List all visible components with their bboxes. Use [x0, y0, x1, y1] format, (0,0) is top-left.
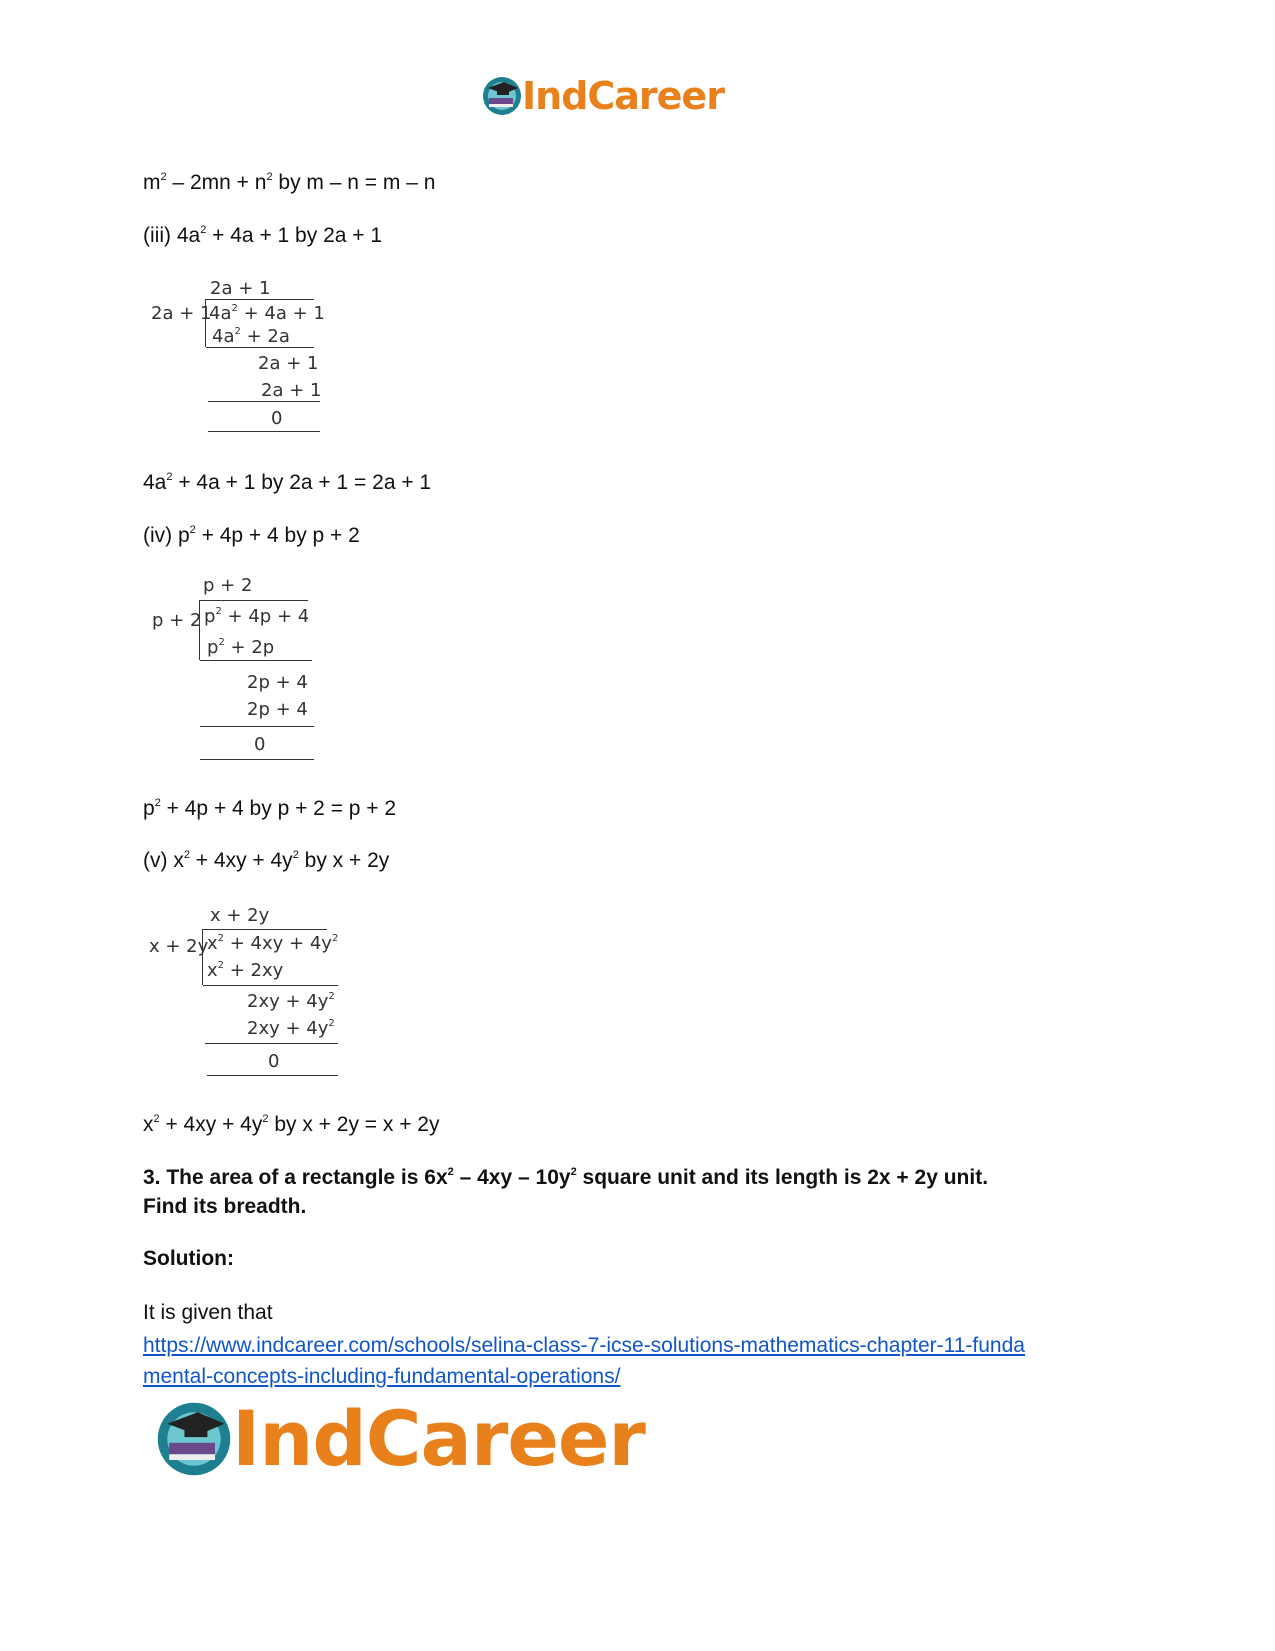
- remainder-1: $2xy + 4y^2$: [247, 991, 335, 1012]
- quotient: 2a + 1: [210, 278, 271, 299]
- remainder-1: 2a + 1: [258, 353, 319, 374]
- subtract-step-2: 2a + 1: [261, 380, 322, 401]
- given-text: It is given that: [143, 1301, 273, 1324]
- question-iii: (iii) $4a^2 + 4a + 1$ by 2a + 1: [143, 224, 383, 247]
- divisor: x + 2y: [149, 936, 209, 957]
- long-division-iv: [140, 572, 340, 767]
- brand-name: IndCareer: [232, 1394, 645, 1483]
- divisor: 2a + 1: [151, 303, 212, 324]
- divisor: p + 2: [152, 610, 202, 631]
- dividend: $p^2 + 4p + 4$: [204, 606, 310, 627]
- solution-label: Solution:: [143, 1247, 234, 1270]
- question-3: 3. The area of a rectangle is $6x^2 - 4xy - 10y^2$ square unit and its length is 2x + 2y unit.: [143, 1166, 989, 1189]
- brand-name: IndCareer: [522, 74, 724, 118]
- subtract-step-1: $x^2 + 2xy$: [207, 960, 284, 981]
- subtract-step-2: 2p + 4: [247, 699, 308, 720]
- graduation-cap-book-icon: [152, 1397, 236, 1481]
- subtract-step-1: $p^2 + 2p$: [207, 637, 275, 658]
- long-division-iii: [140, 275, 340, 440]
- quotient: p + 2: [203, 575, 253, 596]
- final-remainder: 0: [254, 734, 266, 755]
- graduation-cap-book-icon: [480, 74, 524, 118]
- result-line-v: $x^2 + 4xy + 4y^2$ by x + 2y = x + 2y: [143, 1113, 440, 1136]
- long-division-v: [140, 902, 360, 1082]
- result-line-iv: $p^2 + 4p + 4$ by p + 2 = p + 2: [143, 797, 397, 820]
- final-remainder: 0: [268, 1051, 280, 1072]
- subtract-step-2: $2xy + 4y^2$: [247, 1018, 335, 1039]
- source-link[interactable]: [143, 1331, 1025, 1393]
- dividend: $x^2 + 4xy + 4y^2$: [207, 933, 339, 954]
- source-link-line-2[interactable]: mental-concepts-including-fundamental-operations/: [143, 1365, 621, 1388]
- final-remainder: 0: [271, 408, 283, 429]
- remainder-1: 2p + 4: [247, 672, 308, 693]
- question-3-line-2: Find its breadth.: [143, 1195, 307, 1218]
- quotient: x + 2y: [210, 905, 270, 926]
- question-v: (v) $x^2 + 4xy + 4y^2$ by x + 2y: [143, 849, 390, 872]
- result-line-ii: $m^2 - 2mn + n^2$ by m – n = m – n: [143, 171, 436, 194]
- result-line-iii: $4a^2 + 4a + 1$ by 2a + 1 = 2a + 1: [143, 471, 432, 494]
- footer-logo: [152, 1394, 645, 1483]
- header-logo: [480, 74, 724, 118]
- subtract-step-1: $4a^2 + 2a$: [212, 326, 290, 347]
- dividend: $4a^2 + 4a + 1$: [209, 303, 325, 324]
- question-iv: (iv) $p^2 + 4p + 4$ by p + 2: [143, 524, 360, 547]
- source-link-line-1[interactable]: https://www.indcareer.com/schools/selina-class-7-icse-solutions-mathematics-chapter-11-funda: [143, 1334, 1025, 1357]
